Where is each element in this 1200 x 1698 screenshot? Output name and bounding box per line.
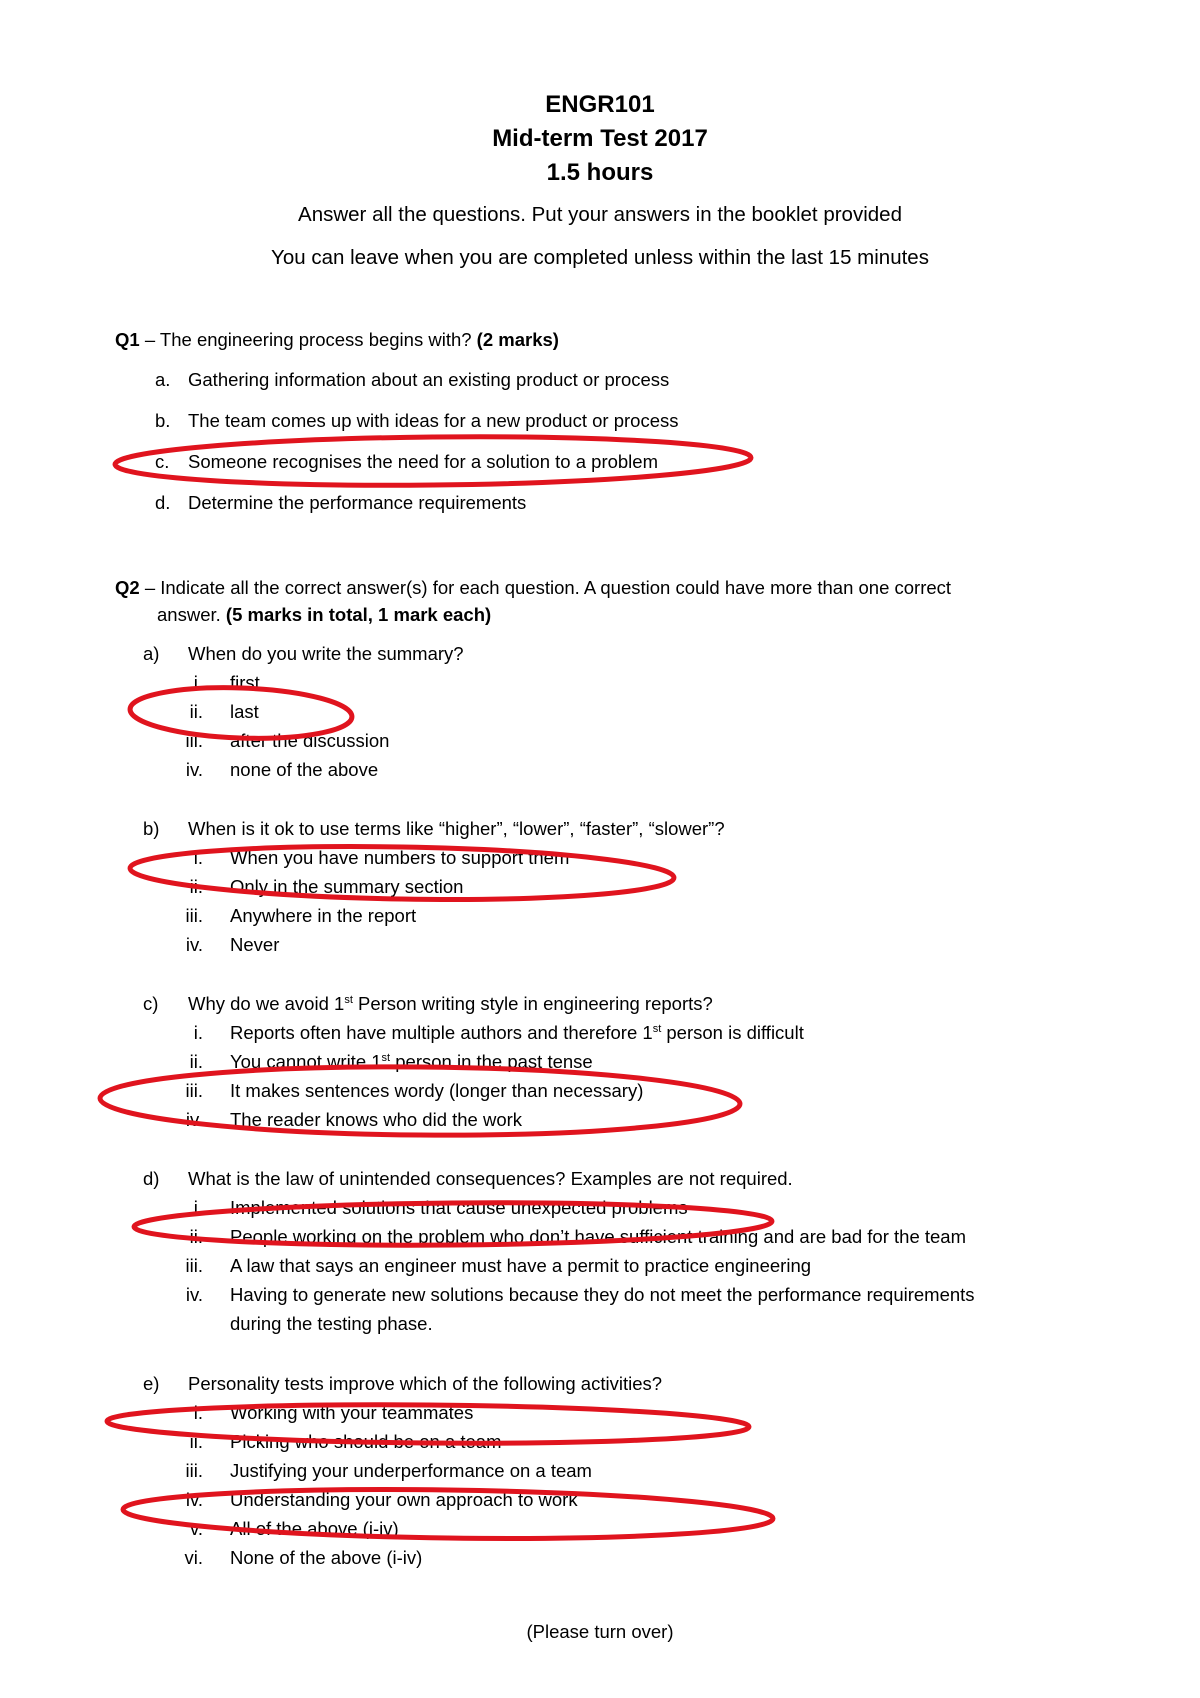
q2a-option-i: first xyxy=(230,672,260,693)
course-code: ENGR101 xyxy=(545,91,655,118)
q2b-question: When is it ok to use terms like “higher”, “lower”, “faster”, “slower”? xyxy=(188,818,725,839)
q2d-option-iv: Having to generate new solutions because they do not meet the performance requirements xyxy=(230,1284,975,1305)
q2-marks: (5 marks in total, 1 mark each) xyxy=(225,604,492,625)
q2e-option-iii: Justifying your underperformance on a team xyxy=(230,1460,592,1481)
q2c-option-iii: It makes sentences wordy (longer than necessary) xyxy=(230,1080,644,1101)
q2e-question: Personality tests improve which of the following activities? xyxy=(188,1373,663,1394)
q2e-num-iv: iv. xyxy=(185,1489,203,1510)
q2d-num-ii: ii. xyxy=(189,1226,203,1247)
q2c-opt1-pre: Reports often have multiple authors and therefore 1 xyxy=(230,1022,653,1043)
q2a-num-i: i. xyxy=(193,672,203,693)
q1-label: Q1 xyxy=(115,329,140,350)
q2b-num-ii: ii. xyxy=(189,876,203,897)
q2a-option-iii: after the discussion xyxy=(230,730,390,751)
q2c-question-sup: st xyxy=(344,993,353,1006)
q1-option-d-letter: d. xyxy=(155,492,171,513)
q2c-opt2-post: person in the past tense xyxy=(390,1051,593,1072)
q2c-opt1-post: person is difficult xyxy=(661,1022,804,1043)
q2c-letter: c) xyxy=(143,993,159,1014)
q2-text-cont: answer. xyxy=(157,604,226,625)
q1-option-c-letter: c. xyxy=(155,451,170,472)
q2c-question-post: Person writing style in engineering reports? xyxy=(352,993,713,1014)
q2d-question: What is the law of unintended consequences? Examples are not required. xyxy=(188,1168,793,1189)
q2d-letter: d) xyxy=(143,1168,160,1189)
q2b-num-iv: iv. xyxy=(185,934,203,955)
q2-question xyxy=(115,577,951,599)
q2e-num-vi: vi. xyxy=(184,1547,203,1568)
q2a-letter: a) xyxy=(143,643,160,664)
q2b-option-i: When you have numbers to support them xyxy=(230,847,570,868)
q2e-option-vi: None of the above (i-iv) xyxy=(230,1547,423,1568)
q2c-opt2-sup: st xyxy=(381,1051,391,1064)
q2c-num-iv: iv. xyxy=(185,1109,203,1130)
q2e-letter: e) xyxy=(143,1373,160,1394)
q2b-num-i: i. xyxy=(193,847,203,868)
q2a-option-ii: last xyxy=(230,701,259,722)
q2d-option-i: Implemented solutions that cause unexpected problems xyxy=(230,1197,688,1218)
q2e-option-v: All of the above (i-iv) xyxy=(230,1518,399,1539)
q1-option-b: The team comes up with ideas for a new product or process xyxy=(188,410,679,431)
q2d-option-iii: A law that says an engineer must have a permit to practice engineering xyxy=(230,1255,812,1276)
q1-option-d: Determine the performance requirements xyxy=(188,492,527,513)
q2-text: – Indicate all the correct answer(s) for each question. A question could have more than one correct xyxy=(139,577,952,598)
q2e-option-ii: Picking who should be on a team xyxy=(230,1431,502,1452)
q2c-option-iv: The reader knows who did the work xyxy=(230,1109,523,1130)
q1-option-b-letter: b. xyxy=(155,410,171,431)
q2e-num-iii: iii. xyxy=(185,1460,203,1481)
q2c-option-ii xyxy=(230,1051,593,1073)
q2e-num-i: i. xyxy=(193,1402,203,1423)
q2c-question xyxy=(188,993,713,1015)
q2b-option-iv: Never xyxy=(230,934,280,955)
q2d-num-i: i. xyxy=(193,1197,203,1218)
q2c-opt2-pre: You cannot write 1 xyxy=(230,1051,382,1072)
q2c-num-ii: ii. xyxy=(189,1051,203,1072)
instruction-leave-early: You can leave when you are completed unless within the last 15 minutes xyxy=(271,246,929,269)
q2e-num-ii: ii. xyxy=(189,1431,203,1452)
q1-option-a-letter: a. xyxy=(155,369,171,390)
q2b-num-iii: iii. xyxy=(185,905,203,926)
q2c-num-iii: iii. xyxy=(185,1080,203,1101)
q1-question xyxy=(115,329,559,351)
page-footer: (Please turn over) xyxy=(526,1621,674,1642)
q2a-num-iii: iii. xyxy=(185,730,203,751)
q2b-option-ii: Only in the summary section xyxy=(230,876,464,897)
q2b-letter: b) xyxy=(143,818,160,839)
q1-option-c: Someone recognises the need for a solution to a problem xyxy=(188,451,658,472)
q1-marks: (2 marks) xyxy=(476,329,559,350)
q2b-option-iii: Anywhere in the report xyxy=(230,905,417,926)
q2d-option-iv-cont: during the testing phase. xyxy=(230,1313,433,1334)
q2c-question-pre: Why do we avoid 1 xyxy=(188,993,345,1014)
q2d-num-iii: iii. xyxy=(185,1255,203,1276)
q2a-num-ii: ii. xyxy=(189,701,203,722)
q2e-num-v: v. xyxy=(189,1518,203,1539)
q2c-num-i: i. xyxy=(193,1022,203,1043)
q2c-opt1-sup: st xyxy=(652,1022,662,1035)
q2-question-cont xyxy=(157,604,491,626)
q2c-option-i xyxy=(230,1022,804,1044)
q1-text: – The engineering process begins with? xyxy=(139,329,477,350)
q2a-num-iv: iv. xyxy=(185,759,203,780)
q2a-option-iv: none of the above xyxy=(230,759,379,780)
test-duration: 1.5 hours xyxy=(546,159,654,186)
q2e-option-iv: Understanding your own approach to work xyxy=(230,1489,578,1510)
test-title: Mid-term Test 2017 xyxy=(492,125,708,152)
q2-label: Q2 xyxy=(115,577,140,598)
q2e-option-i: Working with your teammates xyxy=(230,1402,474,1423)
instruction-answer-all: Answer all the questions. Put your answers in the booklet provided xyxy=(298,203,902,226)
q1-option-a: Gathering information about an existing product or process xyxy=(188,369,670,390)
q2d-option-ii: People working on the problem who don’t have sufficient training and are bad for the team xyxy=(230,1226,967,1247)
q2a-question: When do you write the summary? xyxy=(188,643,464,664)
q2d-num-iv: iv. xyxy=(185,1284,203,1305)
